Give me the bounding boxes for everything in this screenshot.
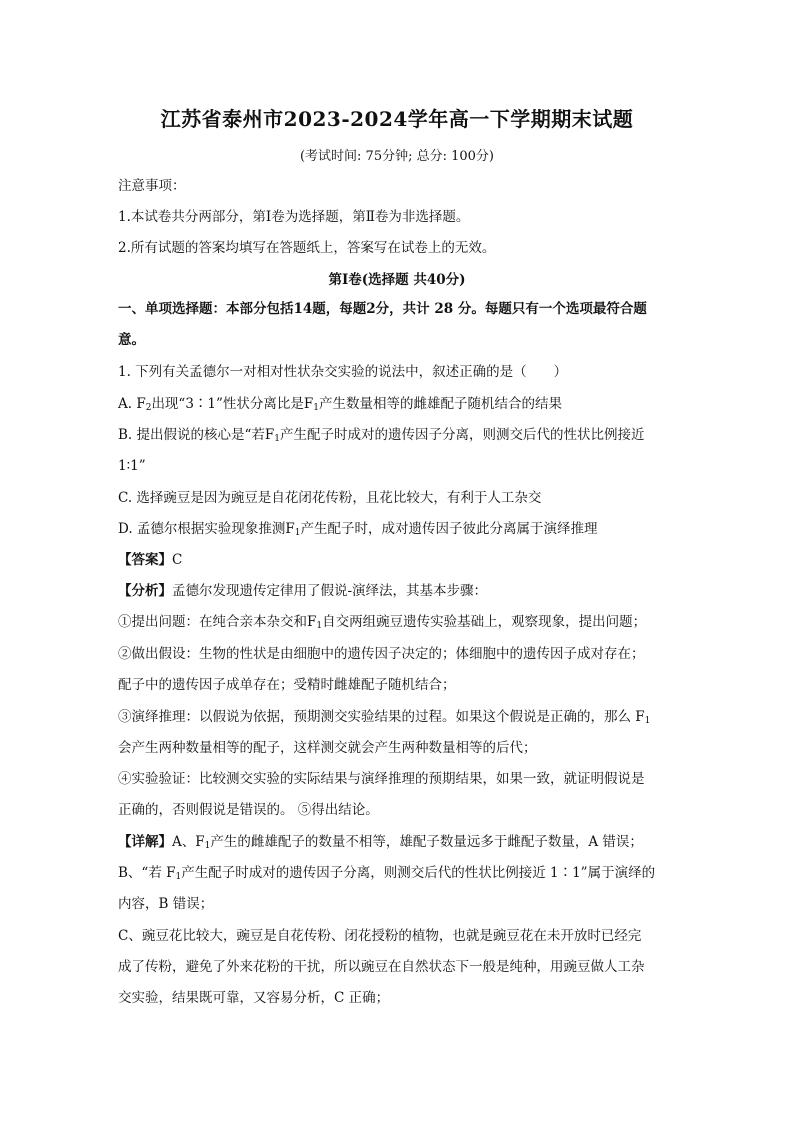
exam-info: (考试时间: 75分钟; 总分: 100分) <box>299 149 495 164</box>
analysis-intro: 【分析】孟德尔发现遗传定律用了假说-演绎法，其基本步骤： <box>118 583 488 599</box>
option-d: D. 孟德尔根据实验现象推测$F_1$产生配子时，成对遗传因子彼此分离属于演绎推理 <box>118 521 598 538</box>
detail-c-cont-2: 交实验，结果既可靠，又容易分析，C 正确； <box>118 990 390 1006</box>
detail-c: C、豌豆花比较大，豌豆是自花传粉、闭花授粉的植物，也就是豌豆花在未开放时已经完 <box>118 928 642 944</box>
part-heading-cont: 意。 <box>118 332 145 348</box>
section-heading: 第Ⅰ卷(选择题 共40分) <box>328 272 466 288</box>
analysis-step-2-cont: 配子中的遗传因子成单存在；受精时雌雄配子随机结合； <box>118 677 456 693</box>
part-heading: 一、单项选择题：本部分包括14题，每题2分，共计 28 分。每题只有一个选项最符合题 <box>118 301 647 317</box>
option-c: C. 选择豌豆是因为豌豆是自花闭花传粉，且花比较大，有利于人工杂交 <box>118 490 542 506</box>
analysis-step-3: ③演绎推理：以假说为依据，预期测交实验结果的过程。如果这个假说是正确的，那么 $F_1$ <box>118 709 651 726</box>
analysis-step-3-cont: 会产生两种数量相等的配子，这样测交就会产生两种数量相等的后代； <box>118 740 537 756</box>
option-b: B. 提出假说的核心是“若$F_1$产生配子时成对的遗传因子分离，则测交后代的性状比例接近 <box>118 427 645 444</box>
option-a: A. $F_2$出现“3∶1”性状分离比是$F_1$产生数量相等的雌雄配子随机结合的结果 <box>118 396 563 413</box>
analysis-step-4-cont: 正确的，否则假说是错误的。 ⑤得出结论。 <box>118 802 379 818</box>
notice-item-1: 1.本试卷共分两部分，第Ⅰ卷为选择题，第Ⅱ卷为非选择题。 <box>118 209 470 225</box>
page-title: 江苏省泰州市2023-2024学年高一下学期期末试题 <box>160 107 634 131</box>
detail-a: 【详解】A、$F_1$产生的雌雄配子的数量不相等，雄配子数量远多于雌配子数量，A 错误； <box>118 834 643 851</box>
analysis-step-4: ④实验验证：比较测交实验的实际结果与演绎推理的预期结果，如果一致，就证明假说是 <box>118 771 645 787</box>
notice-item-2: 2.所有试题的答案均填写在答题纸上，答案写在试卷上的无效。 <box>118 240 496 256</box>
detail-b-cont: 内容，B 错误； <box>118 896 214 912</box>
notice-heading: 注意事项： <box>118 178 186 194</box>
detail-b: B、“若 $F_1$产生配子时成对的遗传因子分离，则测交后代的性状比例接近 1∶1”属于演绎的 <box>118 865 656 882</box>
detail-c-cont-1: 成了传粉，避免了外来花粉的干扰，所以豌豆在自然状态下一般是纯种，用豌豆做人工杂 <box>118 959 645 975</box>
answer: 【答案】C <box>118 552 183 568</box>
analysis-step-1: ①提出问题：在纯合亲本杂交和$F_1$自交两组豌豆遗传实验基础上，观察现象，提出问题； <box>118 614 647 631</box>
question-stem: 1. 下列有关孟德尔一对相对性状杂交实验的说法中，叙述正确的是（ ） <box>118 364 568 380</box>
option-b-cont: 1∶1” <box>118 458 146 474</box>
analysis-step-2: ②做出假设：生物的性状是由细胞中的遗传因子决定的；体细胞中的遗传因子成对存在； <box>118 646 645 662</box>
